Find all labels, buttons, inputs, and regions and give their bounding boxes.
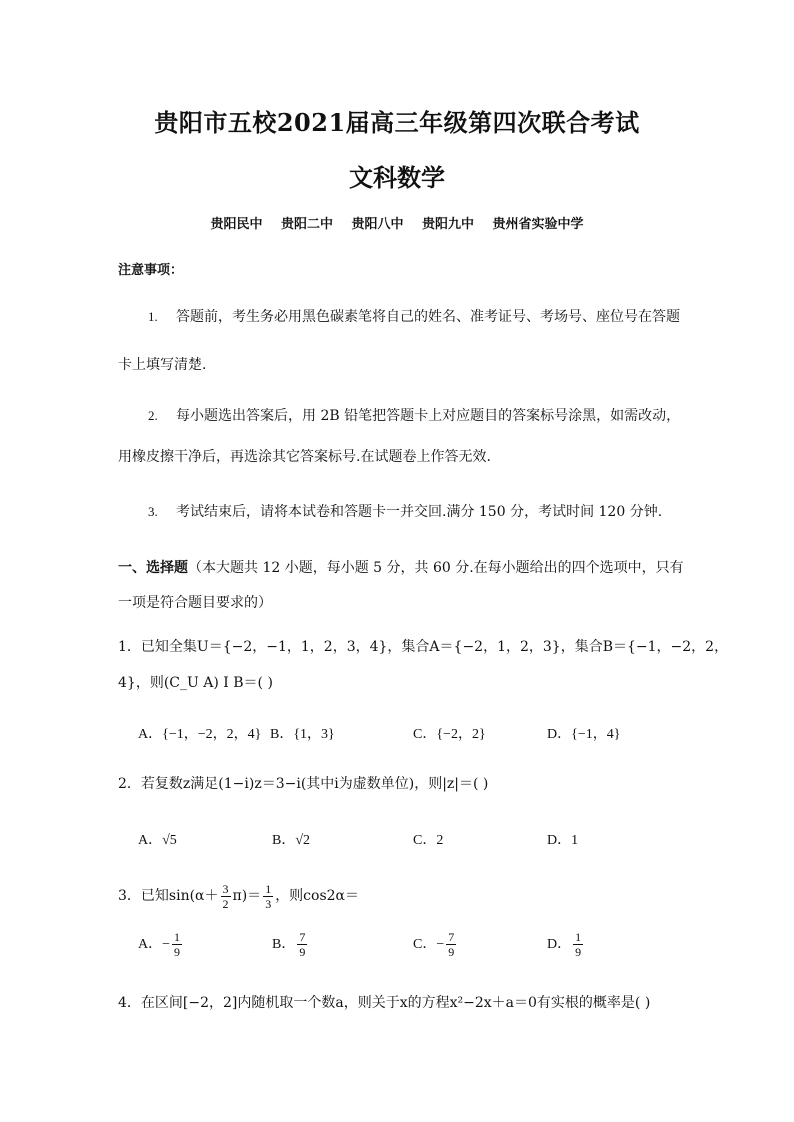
question-3-stem (118, 876, 359, 916)
q2-option-b (272, 829, 310, 849)
notice-item-number: 2. (148, 408, 158, 423)
notice-item-2-line2: 用橡皮擦干净后，再选涂其它答案标号.在试题卷上作答无效. (118, 449, 491, 465)
notice-item-2-line1 (148, 405, 680, 425)
denominator: 9 (299, 945, 306, 960)
q2-option-c: C．2 (413, 833, 444, 848)
q3-fraction (221, 882, 231, 911)
q2-option-b-label: B． (272, 833, 296, 848)
q3-option-c-label: C． (413, 937, 437, 952)
q3-text-a: 3．已知sin(α＋ (118, 888, 219, 904)
question-1-stem-line2: 4}，则(C_U A) I B＝( ) (118, 675, 273, 691)
q3-fraction-denominator: 2 (222, 896, 229, 911)
question-1-stem: 1．已知全集U＝{−2，−1，1，2，3，4}，集合A＝{−2，1，2，3}，集合B＝{−1，−2，2， (118, 639, 729, 655)
q2-option-a (138, 829, 177, 849)
notice-item-3-line1 (148, 501, 662, 521)
q3-option-b-fraction (297, 930, 307, 959)
question-2-stem: 2．若复数z满足(1−i)z＝3−i(其中i为虚数单位)，则|z|＝( ) (118, 776, 489, 792)
denominator: 9 (448, 945, 455, 960)
q3-option-a-fraction (172, 930, 182, 959)
subject-title: 文科数学 (349, 163, 445, 192)
q1-option-b: B．{1，3} (270, 727, 335, 742)
q3-option-d-label: D． (547, 937, 572, 952)
q3-option-c-sign: − (436, 937, 445, 952)
denominator: 9 (575, 945, 582, 960)
section-title: 一、选择题 (118, 560, 188, 576)
q2-option-b-value: √2 (295, 833, 311, 848)
q1-option-c: C．{−2，2} (413, 727, 486, 742)
notice-item-number: 3. (148, 504, 158, 519)
q2-option-a-value: √5 (162, 833, 177, 848)
section-desc-line2: 一项是符合题目要求的） (118, 595, 272, 611)
q1-option-d: D．{−1，4} (547, 727, 621, 742)
section-desc: （本大题共 12 小题，每小题 5 分，共 60 分.在每小题给出的四个选项中，只有 (188, 560, 684, 576)
q3-text-c: ，则cos2α＝ (275, 888, 360, 904)
notice-item-1-line2: 卡上填写清楚. (118, 357, 207, 373)
numerator: 1 (174, 930, 181, 945)
notice-item-text: 每小题选出答案后，用 2B 铅笔把答题卡上对应题目的答案标号涂黑，如需改动， (176, 408, 681, 424)
q3-option-a (138, 928, 184, 962)
notice-item-text: 答题前，考生务必用黑色碳素笔将自己的姓名、准考证号、考场号、座位号在答题 (176, 309, 680, 325)
numerator: 7 (448, 930, 455, 945)
question-4-stem: 4．在区间[−2，2]内随机取一个数a，则关于x的方程x²−2x＋a＝0有实根的概率是( ) (118, 995, 651, 1011)
notice-item-number: 1. (148, 309, 158, 324)
section-heading (118, 557, 684, 577)
q2-option-d: D．1 (547, 833, 579, 848)
q3-option-d-fraction (573, 930, 583, 959)
notice-item-text: 考试结束后，请将本试卷和答题卡一并交回.满分 150 分，考试时间 120 分钟. (176, 504, 663, 520)
q3-option-c-fraction (446, 930, 456, 959)
q3-option-a-sign: − (162, 937, 171, 952)
denominator: 9 (174, 945, 181, 960)
numerator: 7 (299, 930, 306, 945)
exam-title: 贵阳市五校2021届高三年级第四次联合考试 (154, 108, 640, 137)
school-list: 贵阳民中 贵阳二中 贵阳八中 贵阳九中 贵州省实验中学 (210, 217, 584, 232)
q3-option-b (272, 928, 309, 962)
q1-option-a: A．{−1，−2，2，4} (138, 727, 262, 742)
q3-fraction-numerator: 3 (222, 881, 229, 896)
q3-option-a-label: A． (138, 937, 163, 952)
q3-rhs-denominator: 3 (265, 896, 272, 911)
notice-heading: 注意事项： (118, 263, 184, 278)
q2-option-a-label: A． (138, 833, 163, 848)
q3-rhs-numerator: 1 (265, 881, 272, 896)
q3-rhs-fraction (263, 882, 273, 911)
q3-option-c (413, 928, 458, 962)
q3-text-b: π)＝ (232, 888, 262, 904)
q3-option-d (547, 928, 585, 962)
notice-item-1-line1 (148, 306, 680, 326)
numerator: 1 (575, 930, 582, 945)
q3-option-b-label: B． (272, 937, 296, 952)
